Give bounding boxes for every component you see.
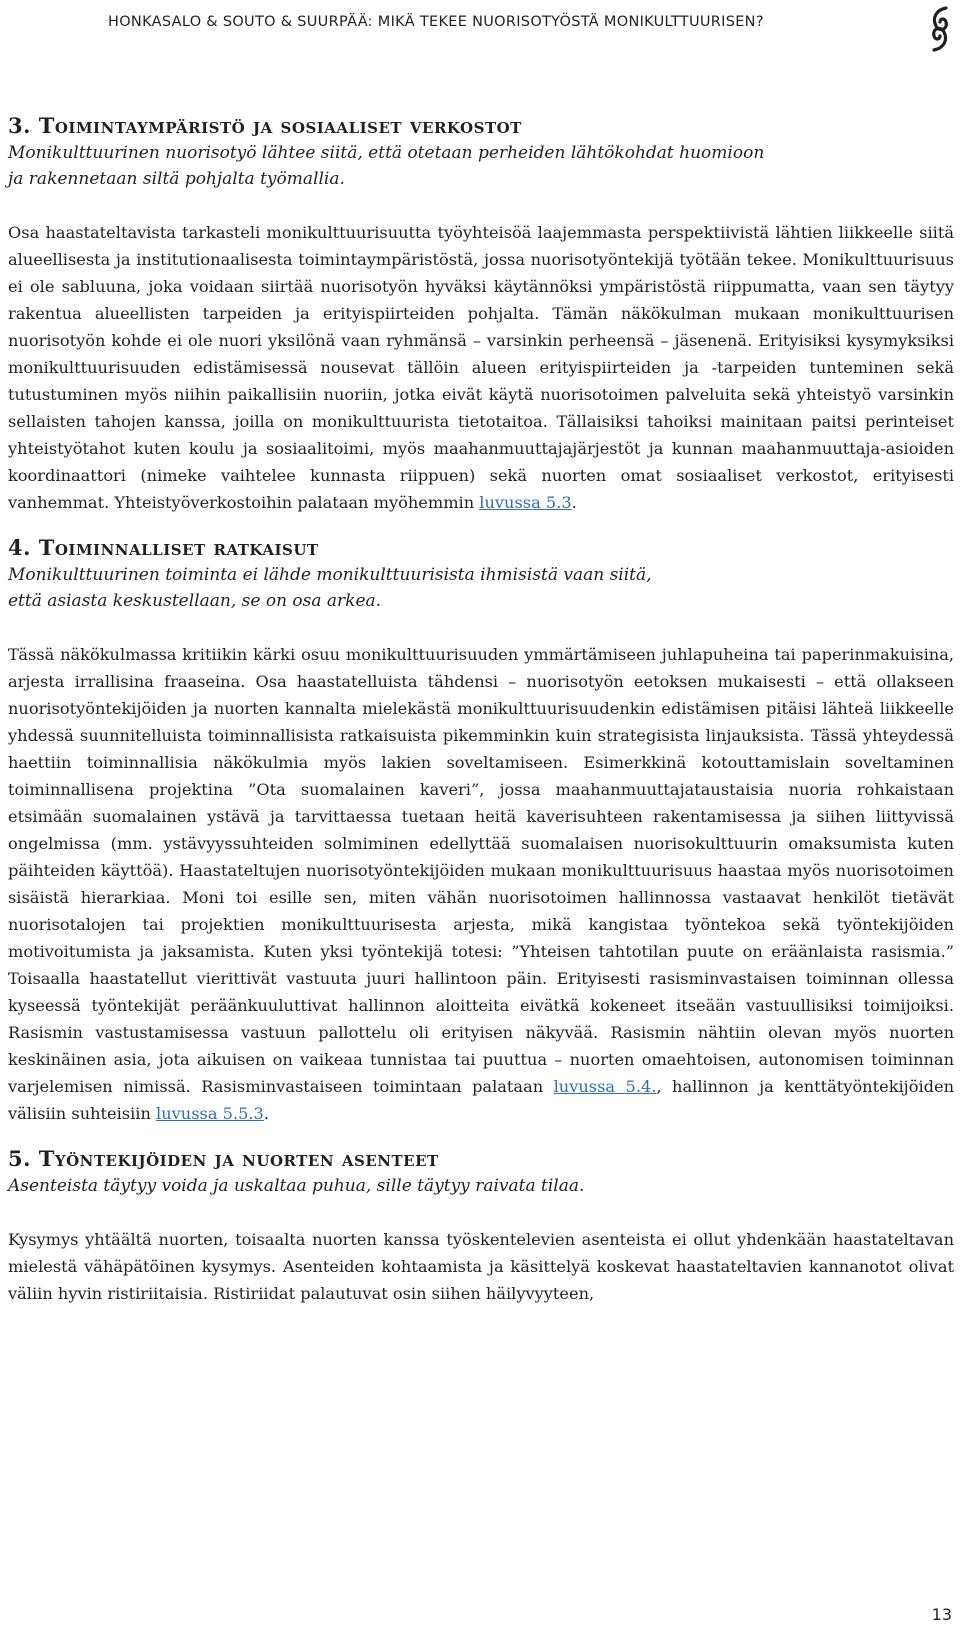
chapter-link[interactable]: luvussa 5.5.3 bbox=[156, 1104, 264, 1123]
section-motto: Monikulttuurinen toiminta ei lähde monikulttuurisista ihmisistä vaan siitä, että asiasta keskustellaan, se on osa arkea. bbox=[8, 565, 652, 611]
section-title: 4. Toiminnalliset ratkaisut bbox=[8, 535, 319, 560]
section-title: 5. Työntekijöiden ja nuorten asenteet bbox=[8, 1146, 439, 1171]
body-paragraph: Kysymys yhtäältä nuorten, toisaalta nuorten kanssa työskentelevien asenteista ei ollut yhdenkään haastateltavan mielestä vähäpätöinen kysymys. Asenteiden kohtaamista ja käsittelyä koskevat haastateltavien kannanotot olivat väliin hyvin ristiriitaisia. Ristiriidat palautuvat osin siihen häilyvyyteen, bbox=[8, 1230, 954, 1303]
section-5 bbox=[8, 1145, 954, 1307]
paragraph-text: Osa haastateltavista tarkasteli monikulttuurisuutta työyhteisöä laajemmasta perspektiivistä lähtien liikkeelle siitä alueellisesta ja institutionaalisesta toimintaympäristöstä, jossa nuorisotyöntekijä työtään tekee. Monikulttuurisuus ei ole sabluuna, joka voidaan siirtää nuorisotyön hyväksi käytännöksi ympäristöstä riippumatta, vaan sen täytyy rakentua alueellisten tarpeiden ja erityispiirteiden pohjalta. Tämän näkökulman mukaan monikulttuurisen nuorisotyön kohde ei ole nuori yksilönä vaan ryhmänsä – varsinkin perheensä – jäsenenä. Erityisiksi kysymyksiksi monikulttuurisuuden edistämisessä nousevat tällöin alueen erityispiirteiden ja -tarpeiden tunteminen sekä tutustuminen myös niihin paikallisiin nuoriin, jotka eivät käytä nuorisotoimen palveluita sekä yhteistyö varsinkin sellaisten tahojen kanssa, joilla on monikulttuurista tietotaitoa. Tällaisiksi tahoiksi mainitaan paitsi perinteiset yhteistyötahot kuten koulu ja sosiaalitoimi, myös maahanmuuttajajärjestöt ja kunnan maahanmuuttaja-asioiden koordinaattori (nimeke vaihtelee kunnasta riippuen) sekä nuorten omat sosiaaliset verkostot, erityisesti vanhemmat. Yhteistyöverkostoihin palataan myöhemmin bbox=[8, 223, 954, 512]
section-title: 3. Toimintaympäristö ja sosiaaliset verkostot bbox=[8, 113, 522, 138]
section-3 bbox=[8, 112, 954, 516]
section-motto: Asenteista täytyy voida ja uskaltaa puhua, sille täytyy raivata tilaa. bbox=[8, 1176, 585, 1196]
page-content bbox=[8, 112, 954, 1307]
page-number: 13 bbox=[931, 1605, 952, 1624]
paragraph-text: . bbox=[263, 1104, 269, 1123]
body-paragraph bbox=[8, 641, 954, 1127]
chapter-link[interactable]: luvussa 5.4. bbox=[553, 1077, 657, 1096]
paragraph-text: . bbox=[571, 493, 577, 512]
running-header: HONKASALO & SOUTO & SUURPÄÄ: MIKÄ TEKEE NUORISOTYÖSTÄ MONIKULTTUURISEN? bbox=[108, 14, 764, 30]
section-motto: Monikulttuurinen nuorisotyö lähtee siitä, että otetaan perheiden lähtökohdat huomioon ja rakennetaan siltä pohjalta työmallia. bbox=[8, 143, 765, 189]
body-paragraph bbox=[8, 219, 954, 516]
chapter-link[interactable]: luvussa 5.3 bbox=[479, 493, 572, 512]
paragraph-text: , hallinnon ja kenttätyöntekijöiden välisiin suhteisiin bbox=[8, 1077, 954, 1123]
publisher-logo-icon bbox=[926, 6, 954, 52]
paragraph-text: Tässä näkökulmassa kritiikin kärki osuu monikulttuurisuuden ymmärtämiseen juhlapuheina tai paperinmakuisina, arjesta irrallisina fraaseina. Osa haastatelluista tähdensi – nuorisotyön eetoksen mukaisesti – että ollakseen nuorisotyöntekijöiden ja nuorten kannalta mielekästä monikulttuurisuudenkin edistämisen pitäisi lähteä liikkeelle yhdessä suunnitelluista toiminnallisista ratkaisuista pikemminkin kuin strategisista linjauksista. Tässä yhteydessä haettiin toiminnallisia näkökulmia myös lakien soveltamiseen. Esimerkkinä kotouttamislain soveltaminen toiminnallisena projektina ”Ota suomalainen kaveri”, jossa maahanmuuttajataustaisia nuoria rohkaistaan etsimään suomalainen ystävä ja tarvittaessa tuetaan heitä kaverisuhteen rakentamisessa ja siihen liittyvissä ongelmissa (mm. ystävyyssuhteiden solmiminen edellyttää suomalaisen nuorisokulttuurin omaksumista kuten päihteiden käyttöä). Haastateltujen nuorisotyöntekijöiden mukaan monikulttuurisuus haastaa myös nuorisotoimen sisäistä hierarkiaa. Moni toi esille sen, miten vähän nuorisotoimen hallinnossa vastaavat henkilöt tietävät nuorisotalojen tai projektien monikulttuurisesta arjesta, mikä kangistaa työntekoa sekä työntekijöiden motivoitumista ja jaksamista. Kuten yksi työntekijä totesi: ”Yhteisen tahtotilan puute on eräänlaista rasismia.” Toisaalla haastatellut vierittivät vastuuta juuri hallintoon päin. Erityisesti rasisminvastaisen toiminnan ollessa kyseessä työntekijät peräänkuuluttivat hallinnon aloitteita eivätkä kokeneet itseään vastuullisiksi toimijoiksi. Rasismin vastustamisessa vastuun pallottelu oli erityisen näkyvää. Rasismin nähtiin olevan myös nuorten keskinäinen asia, jota aikuisen on vaikeaa tunnistaa tai puuttua – nuorten omaehtoisen, autonomisen toiminnan varjelemisen nimissä. Rasisminvastaiseen toimintaan palataan bbox=[8, 645, 954, 1096]
section-4 bbox=[8, 534, 954, 1127]
